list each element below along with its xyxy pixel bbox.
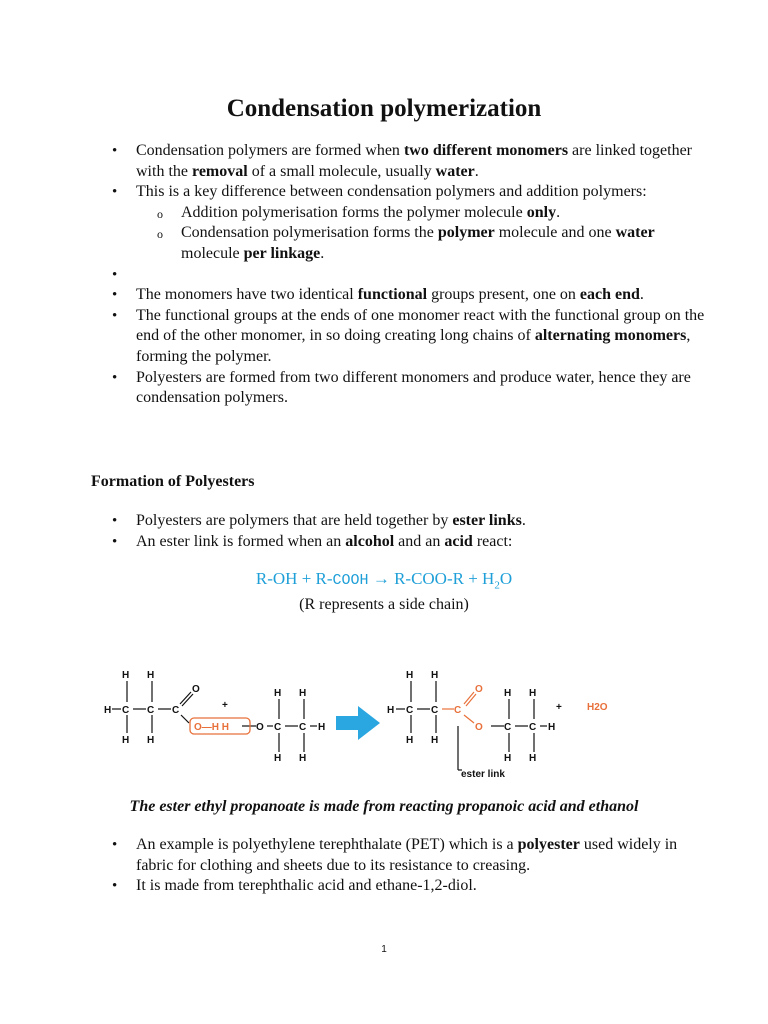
- text-run: .: [556, 203, 561, 221]
- text-run: It is made from terephthalic acid and ethane-1,2-diol.: [136, 877, 477, 895]
- bold-run: two different monomers: [403, 142, 569, 159]
- atom-c: C: [504, 722, 512, 733]
- pet-bullet-list: [0, 835, 768, 897]
- bold-run: functional: [357, 286, 428, 304]
- bold-run: water: [615, 224, 655, 242]
- atom-h: H: [406, 670, 414, 681]
- atom-h: H: [299, 753, 307, 764]
- bold-run: ester links: [452, 512, 522, 529]
- atom-h: H: [529, 753, 537, 764]
- atom-h: H: [504, 688, 512, 699]
- reaction-equation: [0, 568, 768, 596]
- sub-bullet-list: [136, 203, 708, 265]
- bold-run: acid: [444, 532, 473, 550]
- figure-caption: The ester ethyl propanoate is made from reacting propanoic acid and ethanol: [129, 798, 639, 815]
- atom-c: C: [122, 705, 130, 716]
- text-run: , forming the polymer.: [136, 327, 691, 365]
- list-item: [0, 511, 768, 532]
- atom-c: C: [274, 722, 282, 733]
- atom-h: H: [122, 735, 130, 746]
- atom-o: O: [475, 684, 483, 695]
- bold-run: polymer: [437, 224, 495, 242]
- page-number: 1: [381, 944, 387, 955]
- hydroxyl-hydrogen-label: O—H H: [194, 722, 229, 733]
- empty-list-item: [0, 265, 768, 286]
- text-run: and an: [394, 532, 445, 550]
- bold-run: polyester: [517, 836, 580, 853]
- text-run: .: [474, 162, 479, 180]
- text-run: An example is polyethylene terephthalate (PET) which is a: [136, 836, 518, 853]
- reaction-arrow: [336, 706, 380, 740]
- atom-c: C: [147, 705, 155, 716]
- list-item: [0, 141, 768, 182]
- plus-sign: +: [556, 702, 562, 713]
- atom-h: H: [104, 705, 112, 716]
- ester-link-label: ester link: [461, 769, 505, 780]
- plus-sign: +: [222, 700, 228, 711]
- text-run: The monomers have two identical: [136, 286, 358, 304]
- bold-run: alcohol: [345, 532, 395, 550]
- atom-h: H: [387, 705, 395, 716]
- text-run: of a small molecule, usually: [247, 162, 436, 180]
- text-run: Condensation polymers are formed when: [136, 142, 404, 159]
- text-run: Polyesters are formed from two different monomers and produce water, hence they are condensation polymers.: [136, 368, 691, 407]
- text-run: Addition polymerisation forms the polymer molecule: [181, 203, 527, 221]
- atom-h: H: [504, 753, 512, 764]
- atom-h: H: [299, 688, 307, 699]
- bold-run: alternating monomers: [534, 327, 687, 345]
- atom-h: H: [122, 670, 130, 681]
- polyester-bullet-list: [0, 511, 768, 552]
- text-run: groups present, one on: [427, 286, 580, 304]
- text-run: This is a key difference between condensation polymers and addition polymers:: [136, 183, 647, 201]
- list-item: [0, 532, 768, 553]
- intro-bullet-list: [0, 141, 768, 409]
- text-run: Polyesters are polymers that are held together by: [136, 512, 453, 529]
- equation-note: (R represents a side chain): [299, 596, 469, 613]
- atom-o: O: [192, 684, 200, 695]
- esterification-diagram: [96, 664, 636, 788]
- atom-h: H: [431, 670, 439, 681]
- bold-run: removal: [192, 162, 248, 180]
- equation-run: → R-COO-R + H: [368, 569, 495, 588]
- list-item: [0, 368, 768, 409]
- list-item: [0, 835, 768, 876]
- text-run: react:: [472, 532, 513, 550]
- atom-h: H: [431, 735, 439, 746]
- text-run: are linked together with the: [136, 142, 692, 180]
- sub-list-item: [136, 203, 708, 224]
- text-run: molecule and one: [494, 224, 616, 242]
- atom-o: O: [256, 722, 264, 733]
- text-run: An ester link is formed when an: [136, 532, 346, 550]
- atom-h: H: [147, 670, 155, 681]
- atom-h: H: [406, 735, 414, 746]
- atom-h: H: [318, 722, 326, 733]
- atom-c: C: [299, 722, 307, 733]
- text-run: The functional groups at the ends of one monomer react with the functional group on the end of the other monomer, in so doing creating long chains of: [136, 306, 705, 345]
- text-run: molecule: [181, 244, 244, 262]
- atom-c: C: [431, 705, 439, 716]
- atom-c: C: [454, 705, 462, 716]
- list-item: [0, 285, 768, 306]
- equation-cooh: COOH: [332, 572, 369, 589]
- atom-o: O: [475, 722, 483, 733]
- bold-run: per linkage: [243, 244, 321, 262]
- atom-h: H: [274, 688, 282, 699]
- text-run: Condensation polymerisation forms the: [181, 224, 438, 242]
- atom-c: C: [406, 705, 414, 716]
- text-run: .: [521, 512, 526, 529]
- atom-c: C: [529, 722, 537, 733]
- atom-h: H: [274, 753, 282, 764]
- atom-h: H: [548, 722, 556, 733]
- atom-c: C: [172, 705, 180, 716]
- atom-h: H: [529, 688, 537, 699]
- bold-run: water: [435, 162, 475, 180]
- atom-h: H: [147, 735, 155, 746]
- bold-run: each end: [579, 286, 640, 304]
- text-run: .: [320, 244, 325, 262]
- propanoic-acid-bonds: [112, 681, 317, 752]
- equation-subscript: 2: [494, 579, 500, 592]
- bold-run: only: [526, 203, 557, 221]
- sub-list-item: [136, 223, 708, 264]
- equation-run: R-OH + R-: [255, 569, 333, 588]
- section-heading: Formation of Polyesters: [91, 473, 255, 490]
- page-title: Condensation polymerization: [226, 95, 542, 122]
- text-run: used widely in fabric for clothing and sheets due to its resistance to creasing.: [136, 836, 678, 874]
- list-item: [0, 182, 768, 264]
- list-item: [0, 306, 768, 368]
- list-item: [0, 876, 768, 897]
- water-product-label: H2O: [587, 702, 608, 713]
- text-run: .: [639, 286, 644, 304]
- equation-run: O: [499, 569, 513, 588]
